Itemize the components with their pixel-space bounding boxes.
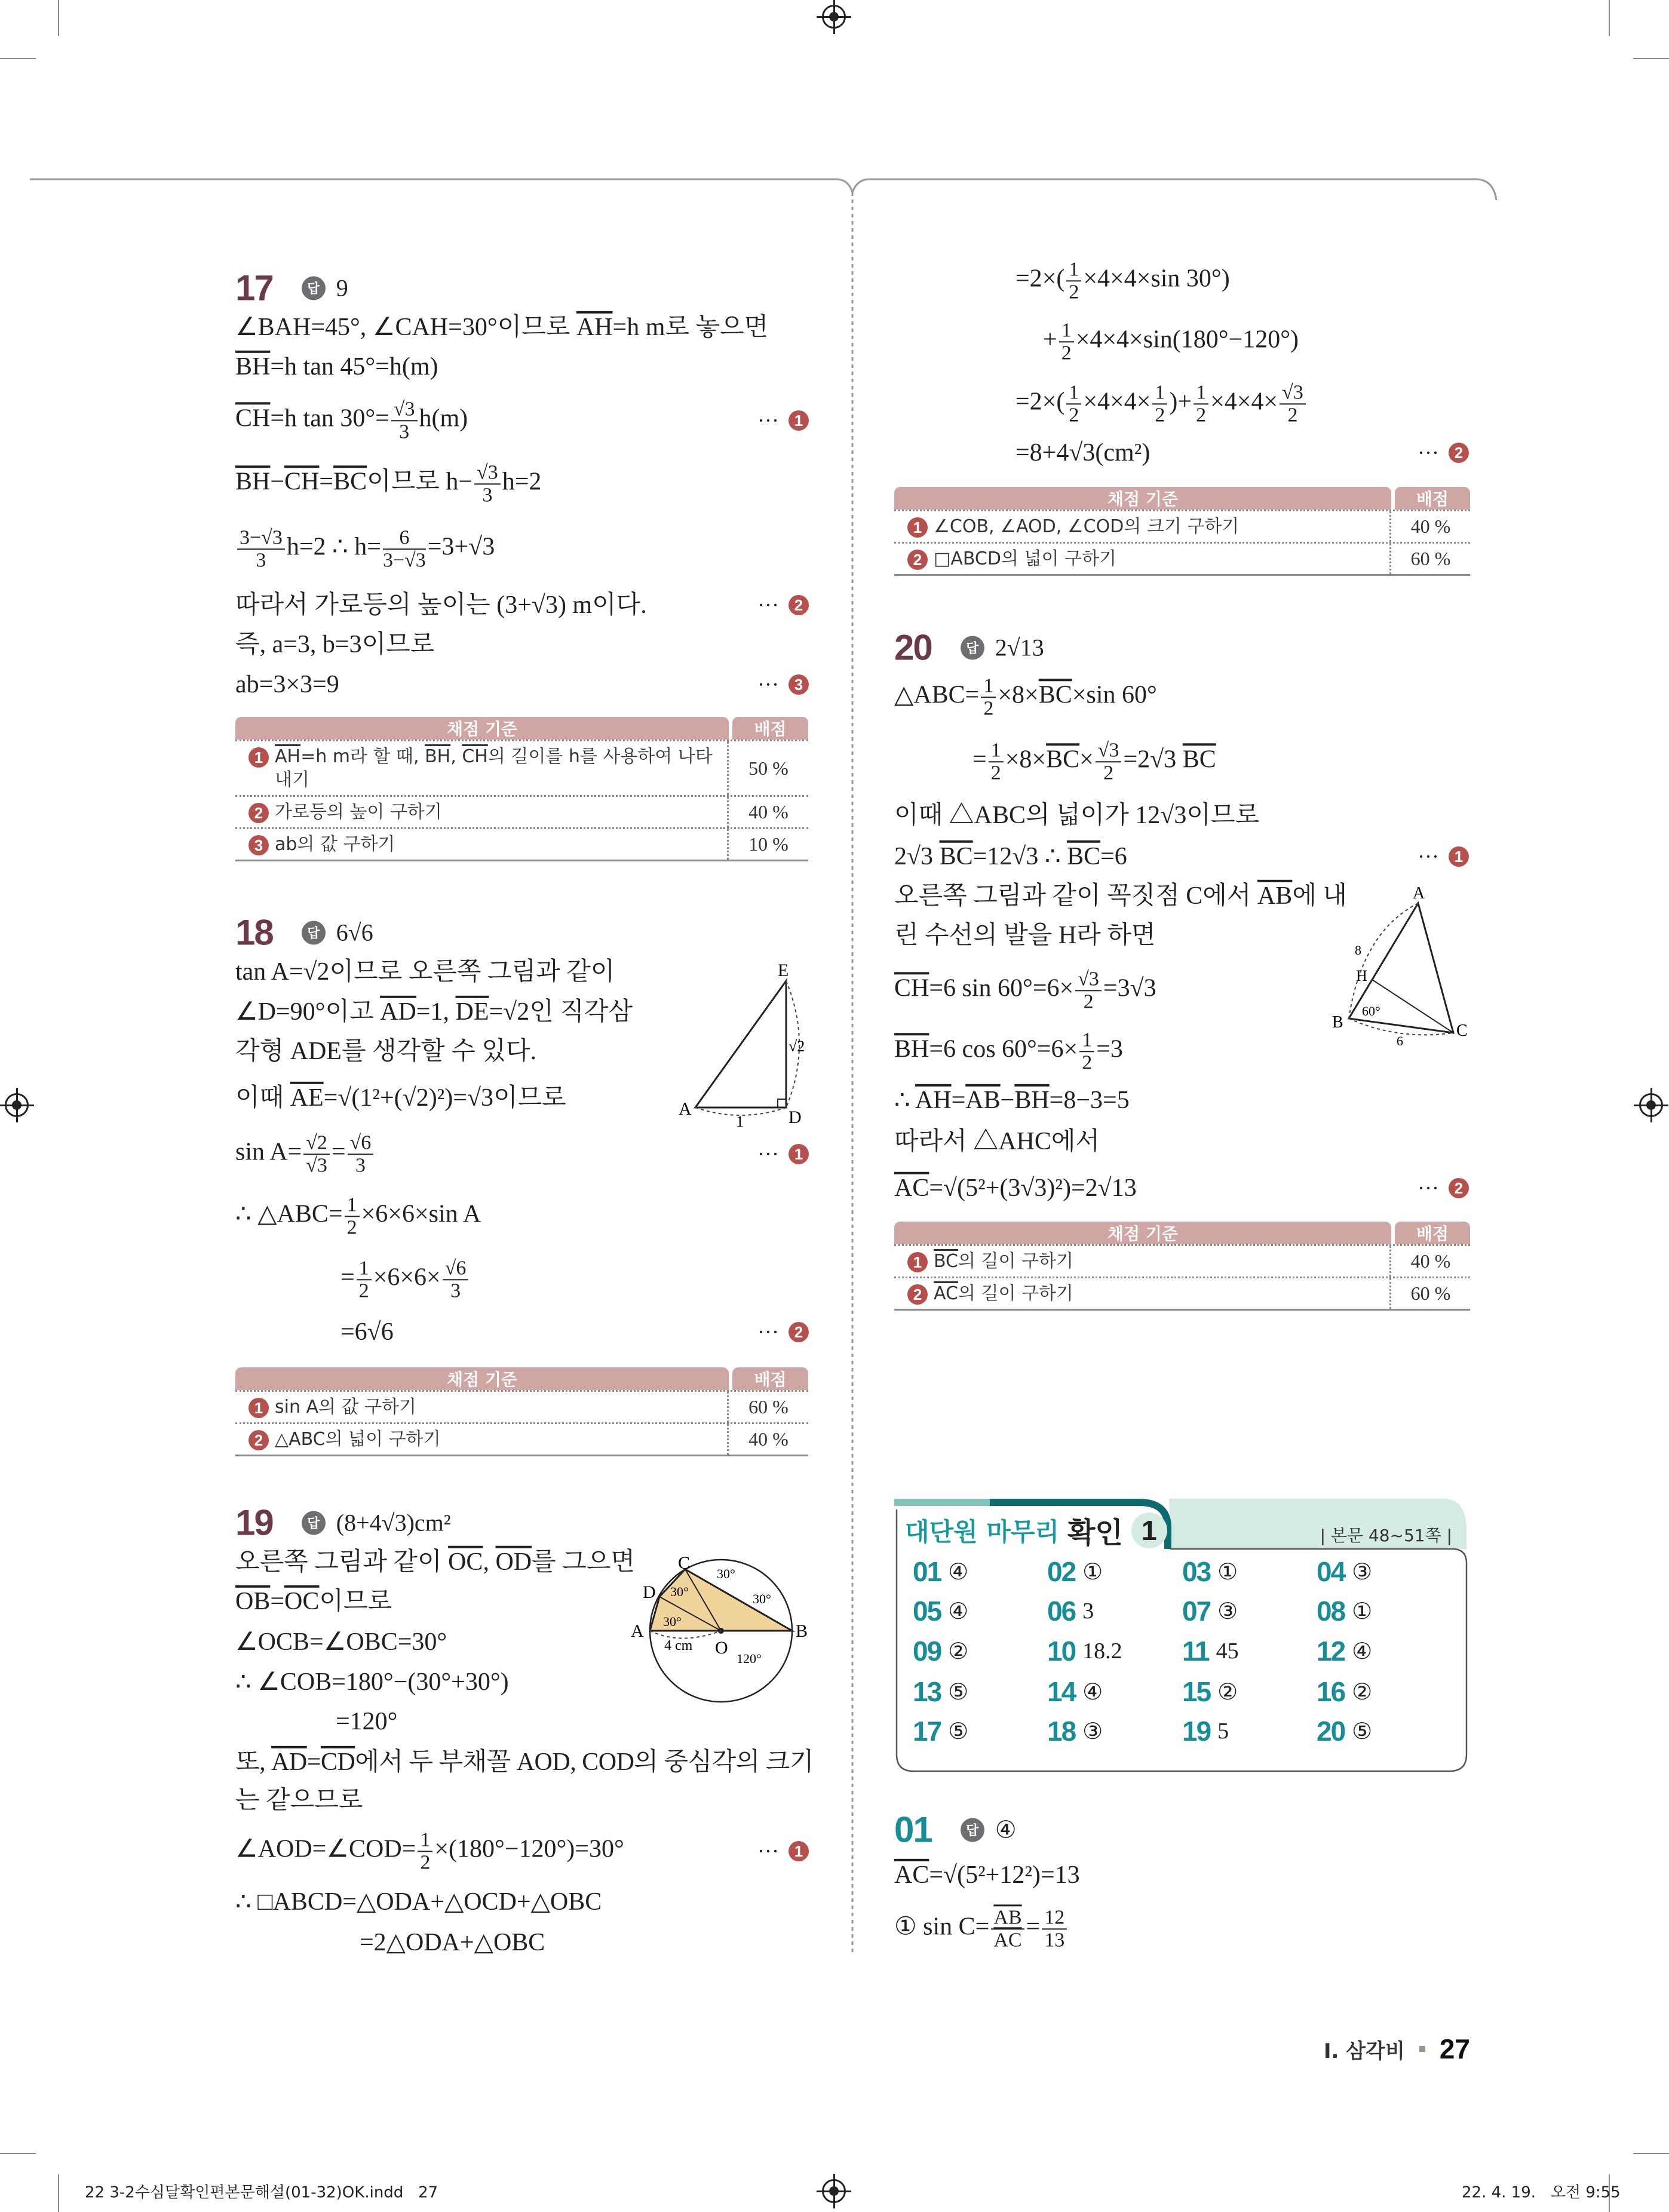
grading-table-19 xyxy=(894,487,1470,576)
solution-line: 이때 $\overline{AE}=√(1^2+(√2)^2)=√3$이므로 xyxy=(235,1084,566,1112)
item-number: 03 xyxy=(1182,1556,1211,1587)
table-row xyxy=(894,542,1470,574)
solution-line: =2×( $\frac{1}{2}$ ×4×4× $\frac{1}{2}$ )+ $\frac{1}{2}$ ×4×4× $\frac{√3}{2}$ xyxy=(1015,382,1308,425)
step-marker xyxy=(1418,844,1469,869)
solution-line: 각형 ADE를 생각할 수 있다. xyxy=(235,1037,536,1065)
step-2-icon: 2 xyxy=(1449,1178,1469,1198)
answer-value: 9 xyxy=(336,274,348,302)
item-number: 15 xyxy=(1182,1676,1211,1707)
answer-value: 2√13 xyxy=(995,634,1044,661)
question-20-header xyxy=(894,627,1044,668)
label-e: E xyxy=(778,961,789,980)
slug-date: 22. 4. 19. 오전 9:55 xyxy=(1462,2183,1621,2202)
solution-line: ① sin C= $\frac{\overline{AB}}{AC}$ = $\frac{12}{13}$ xyxy=(894,1907,1069,1950)
solution-line: $\overline{BH}=h$ tan 45°=h(m) xyxy=(235,352,438,381)
solution-line: =2△ODA+△OBC xyxy=(360,1928,545,1956)
step-1-icon: 1 xyxy=(789,410,809,431)
question-number: 20 xyxy=(894,627,932,668)
item-number: 02 xyxy=(1047,1556,1076,1587)
solution-line: ∠OCB=∠OBC=30° xyxy=(235,1628,447,1656)
label-angle: 30° xyxy=(670,1584,689,1599)
step-2-icon: 2 xyxy=(248,1430,269,1450)
question-19-header xyxy=(235,1502,451,1544)
step-marker xyxy=(757,408,809,433)
label-b: B xyxy=(1332,1013,1343,1032)
label-d: D xyxy=(789,1107,802,1127)
crop-mark xyxy=(58,2174,59,2212)
answer-item xyxy=(1317,1556,1372,1588)
step-1-icon: 1 xyxy=(789,1144,809,1164)
solution-line: 이때 △ABC의 넓이가 12√3이므로 xyxy=(894,801,1260,829)
chapter-label: Ⅰ. 삼각비 xyxy=(1323,2039,1405,2063)
label-o: O xyxy=(715,1638,728,1658)
review-title-confirm: 확인 xyxy=(1067,1516,1123,1550)
item-answer: 45 xyxy=(1216,1639,1239,1664)
dots: ··· xyxy=(1418,845,1439,869)
solution-line: ∠D=90°이고 $\overline{AD}=1$, $\overline{DE}=√2$인 직각삼 xyxy=(235,998,633,1026)
answer-item xyxy=(1047,1635,1122,1667)
item-answer: ③ xyxy=(1352,1559,1373,1585)
solution-line: 오른쪽 그림과 같이 $\overline{OC}$, $\overline{OD}$를 그으면 xyxy=(235,1548,635,1576)
solution-line: 2√3 $\overline{BC}=12√3$ ∴ $\overline{BC}=6$ xyxy=(894,842,1127,870)
answer-item xyxy=(1047,1715,1103,1747)
label-a: A xyxy=(631,1621,644,1641)
answer-value: (8+4√3)cm² xyxy=(336,1509,451,1536)
item-answer: ④ xyxy=(1352,1639,1373,1664)
solution-line: ∴ △ABC= $\frac{1}{2}$ ×6×6×sin A xyxy=(235,1194,481,1238)
dots: ··· xyxy=(1418,1176,1439,1200)
label-h: H xyxy=(1356,967,1367,984)
step-3-icon: 3 xyxy=(789,674,809,695)
points: 50 % xyxy=(748,757,789,779)
step-marker xyxy=(757,593,809,618)
answer-value: ④ xyxy=(995,1816,1017,1843)
dots: ··· xyxy=(757,1320,779,1344)
step-2-icon: 2 xyxy=(907,550,928,570)
answer-item xyxy=(913,1635,968,1667)
points-header: 배점 xyxy=(1395,487,1470,510)
step-3-icon: 3 xyxy=(248,835,269,855)
item-number: 17 xyxy=(913,1716,941,1747)
criterion: ∠COB, ∠AOD, ∠COD의 크기 구하기 xyxy=(934,516,1240,537)
label-ad: 1 xyxy=(736,1113,744,1129)
dots: ··· xyxy=(757,1839,779,1863)
criterion: □ABCD의 넓이 구하기 xyxy=(934,548,1116,569)
points: 40 % xyxy=(748,1428,789,1450)
solution-line: 따라서 △AHC에서 xyxy=(894,1127,1100,1155)
item-answer: ④ xyxy=(948,1559,969,1585)
item-answer: 18.2 xyxy=(1082,1639,1122,1664)
item-answer: ⑤ xyxy=(1352,1719,1373,1744)
answer-item xyxy=(1182,1595,1238,1627)
points: 60 % xyxy=(1410,1283,1451,1304)
solution-line: $\overline{CH}=6$ sin 60°=6× $\frac{√3}{2}$ =3√3 xyxy=(894,968,1156,1013)
points-header: 배점 xyxy=(732,1367,808,1390)
item-number: 01 xyxy=(913,1556,941,1587)
dots: ··· xyxy=(757,593,779,617)
step-marker xyxy=(757,672,809,697)
solution-line: $\frac{3-√3}{3}$ h=2 ∴ h= $\frac{6}{3-√3}$ =3+√3 xyxy=(235,527,495,570)
item-number: 12 xyxy=(1317,1636,1345,1667)
item-answer: ③ xyxy=(1082,1719,1103,1744)
solution-line: $\overline{AC}=√(5^2+12^2)=13$ xyxy=(894,1861,1080,1889)
label-a: A xyxy=(1413,884,1425,903)
step-1-icon: 1 xyxy=(907,517,928,538)
step-marker xyxy=(757,1839,809,1864)
criterion: ab의 값 구하기 xyxy=(275,834,395,855)
solution-line: △ABC= $\frac{1}{2}$ $\times 8\times\overline{BC}\times\sin$ 60° xyxy=(894,674,1157,719)
answer-badge-icon: 답 xyxy=(302,1511,326,1535)
solution-line: ∴ □ABCD=△ODA+△OCD+△OBC xyxy=(235,1888,602,1916)
page-number: 27 xyxy=(1439,2033,1470,2064)
solution-line: tan A=√2이므로 오른쪽 그림과 같이 xyxy=(235,958,615,986)
points: 40 % xyxy=(748,801,789,823)
item-number: 04 xyxy=(1317,1556,1345,1587)
points-header: 배점 xyxy=(732,717,808,740)
label-angle: 30° xyxy=(663,1614,682,1629)
item-number: 09 xyxy=(913,1636,941,1667)
criterion: $\overline{AH}=h$ m라 할 때, $\overline{BH}$, $\overline{CH}$의 길이를 h를 사용하여 나타내기 xyxy=(275,746,713,790)
step-1-icon: 1 xyxy=(789,1841,809,1861)
item-number: 14 xyxy=(1047,1676,1076,1707)
solution-line: $\overline{BH}=6$ cos 60°=6× $\frac{1}{2}$ =3 xyxy=(894,1029,1123,1073)
solution-line: 오른쪽 그림과 같이 꼭짓점 C에서 $\overline{AB}$에 내 xyxy=(894,882,1347,910)
solution-line: =8+4√3(cm²) xyxy=(1015,438,1150,467)
item-number: 08 xyxy=(1317,1596,1345,1627)
step-2-icon: 2 xyxy=(1449,443,1469,463)
criteria-header: 채점 기준 xyxy=(894,1222,1391,1244)
item-number: 06 xyxy=(1047,1596,1076,1627)
step-2-icon: 2 xyxy=(248,803,269,823)
page-footer xyxy=(1324,2033,1470,2065)
table-row xyxy=(235,795,808,827)
solution-line: ∴ $\overline{AH}=\overline{AB}-\overline{BH}=8-3=5$ xyxy=(894,1086,1130,1114)
step-marker xyxy=(757,1142,809,1167)
points: 10 % xyxy=(748,833,789,855)
solution-line: ∠BAH=45°, ∠CAH=30°이므로 $\overline{AH}=h$ m로 놓으면 xyxy=(235,313,769,341)
points: 40 % xyxy=(1410,1250,1451,1272)
answer-value: 6√6 xyxy=(336,919,373,946)
answer-item xyxy=(913,1595,968,1627)
item-number: 07 xyxy=(1182,1596,1211,1627)
solution-line: 린 수선의 발을 H라 하면 xyxy=(894,921,1156,949)
label-ab: 8 xyxy=(1355,943,1361,958)
answer-item xyxy=(1317,1715,1372,1747)
solution-line: $\overline{BH}-\overline{CH}=\overline{BC}$이므로 h− $\frac{√3}{3}$ h=2 xyxy=(235,461,542,506)
step-2-icon: 2 xyxy=(789,1322,809,1342)
step-marker xyxy=(1418,440,1469,465)
solution-line: + $\frac{1}{2}$ ×4×4×sin(180°−120°) xyxy=(1043,319,1299,364)
triangle-abc-diagram xyxy=(1326,884,1469,1045)
answer-item xyxy=(1182,1715,1229,1747)
label-de: √2 xyxy=(789,1038,805,1055)
label-a: A xyxy=(679,1099,692,1119)
item-number: 19 xyxy=(1182,1716,1211,1747)
circle-quadrilateral-diagram xyxy=(621,1535,836,1726)
item-number: 05 xyxy=(913,1596,941,1627)
answer-badge-icon: 답 xyxy=(961,636,984,659)
step-1-icon: 1 xyxy=(248,747,269,768)
question-number: 18 xyxy=(235,912,273,953)
solution-line: ∴ ∠COB=180°−(30°+30°) xyxy=(235,1668,509,1696)
answer-item xyxy=(913,1556,968,1588)
item-number: 13 xyxy=(913,1676,941,1707)
solution-line: sin A= $\frac{√2}{√3}$ = $\frac{√6}{3}$ xyxy=(235,1132,375,1176)
criterion: sin A의 값 구하기 xyxy=(275,1397,417,1418)
table-row xyxy=(235,740,808,795)
step-2-icon: 2 xyxy=(907,1284,928,1305)
answer-badge-icon: 답 xyxy=(961,1818,984,1842)
grading-table-20 xyxy=(894,1222,1470,1311)
dots: ··· xyxy=(1418,441,1439,465)
table-row xyxy=(894,510,1470,542)
solution-line: ab=3×3=9 xyxy=(235,670,339,698)
label-d: D xyxy=(643,1582,656,1602)
bullet-icon xyxy=(1419,2046,1425,2052)
label-angle: 30° xyxy=(753,1591,771,1606)
solution-line: =6√6 xyxy=(340,1318,394,1346)
answer-item xyxy=(1182,1635,1239,1667)
answer-item xyxy=(1047,1595,1094,1627)
solution-line: = $\frac{1}{2}$ $\times 8\times\overline{BC}\times$ $\frac{√3}{2}$ =2√3 $\overline{BC}$ xyxy=(972,739,1216,784)
answer-badge-icon: 답 xyxy=(302,276,326,300)
answer-item xyxy=(1317,1676,1372,1708)
points: 60 % xyxy=(748,1396,789,1418)
item-answer: 5 xyxy=(1217,1719,1229,1744)
item-answer: ③ xyxy=(1217,1599,1238,1624)
item-answer: ② xyxy=(1352,1679,1373,1705)
criterion: 가로등의 높이 구하기 xyxy=(275,802,442,823)
step-2-icon: 2 xyxy=(789,595,809,615)
item-number: 18 xyxy=(1047,1716,1076,1747)
table-row xyxy=(235,1390,808,1422)
step-marker xyxy=(757,1320,809,1345)
grading-table-17 xyxy=(235,717,808,861)
crop-mark xyxy=(1633,2153,1669,2154)
label-angle: 60° xyxy=(1362,1004,1380,1018)
table-row xyxy=(894,1277,1470,1309)
triangle-ade-diagram xyxy=(669,956,824,1129)
item-answer: ④ xyxy=(1082,1679,1103,1705)
item-answer: ⑤ xyxy=(948,1679,969,1705)
step-1-icon: 1 xyxy=(1449,846,1469,867)
criterion: $\overline{BC}$의 길이 구하기 xyxy=(934,1251,1073,1272)
question-17-header xyxy=(235,268,348,309)
solution-line: =120° xyxy=(336,1707,398,1735)
table-row xyxy=(235,1422,808,1455)
points: 40 % xyxy=(1410,516,1451,537)
label-angle: 30° xyxy=(717,1566,735,1581)
question-number: 01 xyxy=(894,1809,932,1850)
label-radius: 4 cm xyxy=(664,1638,693,1653)
item-answer: 3 xyxy=(1082,1599,1094,1624)
dots: ··· xyxy=(757,1142,779,1166)
item-answer: ⑤ xyxy=(948,1719,969,1744)
item-number: 11 xyxy=(1182,1636,1209,1667)
item-answer: ① xyxy=(1082,1559,1103,1585)
solution-line: 즉, a=3, b=3이므로 xyxy=(235,630,435,658)
solution-line: 또, $\overline{AD}=\overline{CD}$에서 두 부채꼴 AOD, COD의 중심각의 크기 xyxy=(235,1748,814,1776)
answer-badge-icon: 답 xyxy=(302,921,326,944)
answer-item xyxy=(1182,1556,1238,1588)
points: 60 % xyxy=(1410,548,1451,569)
answer-item xyxy=(1182,1676,1238,1708)
points-header: 배점 xyxy=(1395,1222,1470,1244)
question-number: 19 xyxy=(235,1502,273,1543)
dots: ··· xyxy=(757,673,779,697)
item-answer: ② xyxy=(948,1639,969,1664)
answer-item xyxy=(1047,1676,1103,1708)
registration-mark-icon xyxy=(822,2179,846,2203)
review-number-badge: 1 xyxy=(1131,1512,1167,1548)
page-reference: | 본문 48~51쪽 | xyxy=(1320,1526,1452,1545)
step-marker xyxy=(1418,1176,1469,1201)
answer-item xyxy=(913,1676,968,1708)
answer-item xyxy=(913,1715,968,1747)
solution-line: ∠AOD=∠COD= $\frac{1}{2}$ ×(180°−120°)=30° xyxy=(235,1828,624,1873)
solution-line: 따라서 가로등의 높이는 (3+√3) m이다. xyxy=(235,591,647,619)
label-angle: 120° xyxy=(737,1651,762,1666)
label-c: C xyxy=(678,1553,691,1573)
dots: ··· xyxy=(757,409,779,432)
solution-line: = $\frac{1}{2}$ ×6×6× $\frac{√6}{3}$ xyxy=(340,1257,470,1301)
answer-item xyxy=(1317,1635,1372,1667)
question-01-header xyxy=(894,1809,1017,1851)
grading-table-18 xyxy=(235,1367,808,1456)
table-row xyxy=(235,827,808,860)
item-answer: ② xyxy=(1217,1679,1238,1705)
solution-line: $\overline{AC}=√(5^2+(3√3)^2)=2√13$ xyxy=(894,1174,1137,1202)
crop-mark xyxy=(0,2153,36,2154)
criterion: $\overline{AC}$의 길이 구하기 xyxy=(934,1283,1073,1304)
criteria-header: 채점 기준 xyxy=(235,1367,729,1390)
item-number: 16 xyxy=(1317,1676,1345,1707)
question-18-header xyxy=(235,912,373,953)
table-row xyxy=(894,1244,1470,1277)
solution-line: $\overline{OB}=\overline{OC}$이므로 xyxy=(235,1587,392,1615)
review-title: 대단원 마무리 xyxy=(905,1517,1060,1547)
item-number: 10 xyxy=(1047,1636,1076,1667)
item-answer: ① xyxy=(1217,1559,1238,1585)
solution-line: =2×( $\frac{1}{2}$ ×4×4×sin 30°) xyxy=(1015,258,1230,303)
answer-item xyxy=(1317,1595,1372,1627)
answer-item xyxy=(1047,1556,1103,1588)
solution-line: 는 같으므로 xyxy=(235,1786,363,1814)
item-answer: ④ xyxy=(948,1599,969,1624)
criteria-header: 채점 기준 xyxy=(235,717,729,740)
label-b: B xyxy=(796,1621,808,1641)
question-number: 17 xyxy=(235,268,273,308)
item-number: 20 xyxy=(1317,1716,1345,1747)
step-1-icon: 1 xyxy=(248,1398,269,1418)
label-c: C xyxy=(1456,1021,1468,1040)
criterion: △ABC의 넓이 구하기 xyxy=(275,1429,441,1450)
solution-line: $\overline{CH}=h$ tan 30°= $\frac{√3}{3}$ h(m) xyxy=(235,398,468,443)
item-answer: ① xyxy=(1352,1599,1373,1624)
label-bc: 6 xyxy=(1397,1033,1403,1045)
slug-filename: 22 3-2수심달확인편본문해설(01-32)OK.indd 27 xyxy=(85,2183,438,2202)
step-1-icon: 1 xyxy=(907,1252,928,1272)
criteria-header: 채점 기준 xyxy=(894,487,1391,510)
